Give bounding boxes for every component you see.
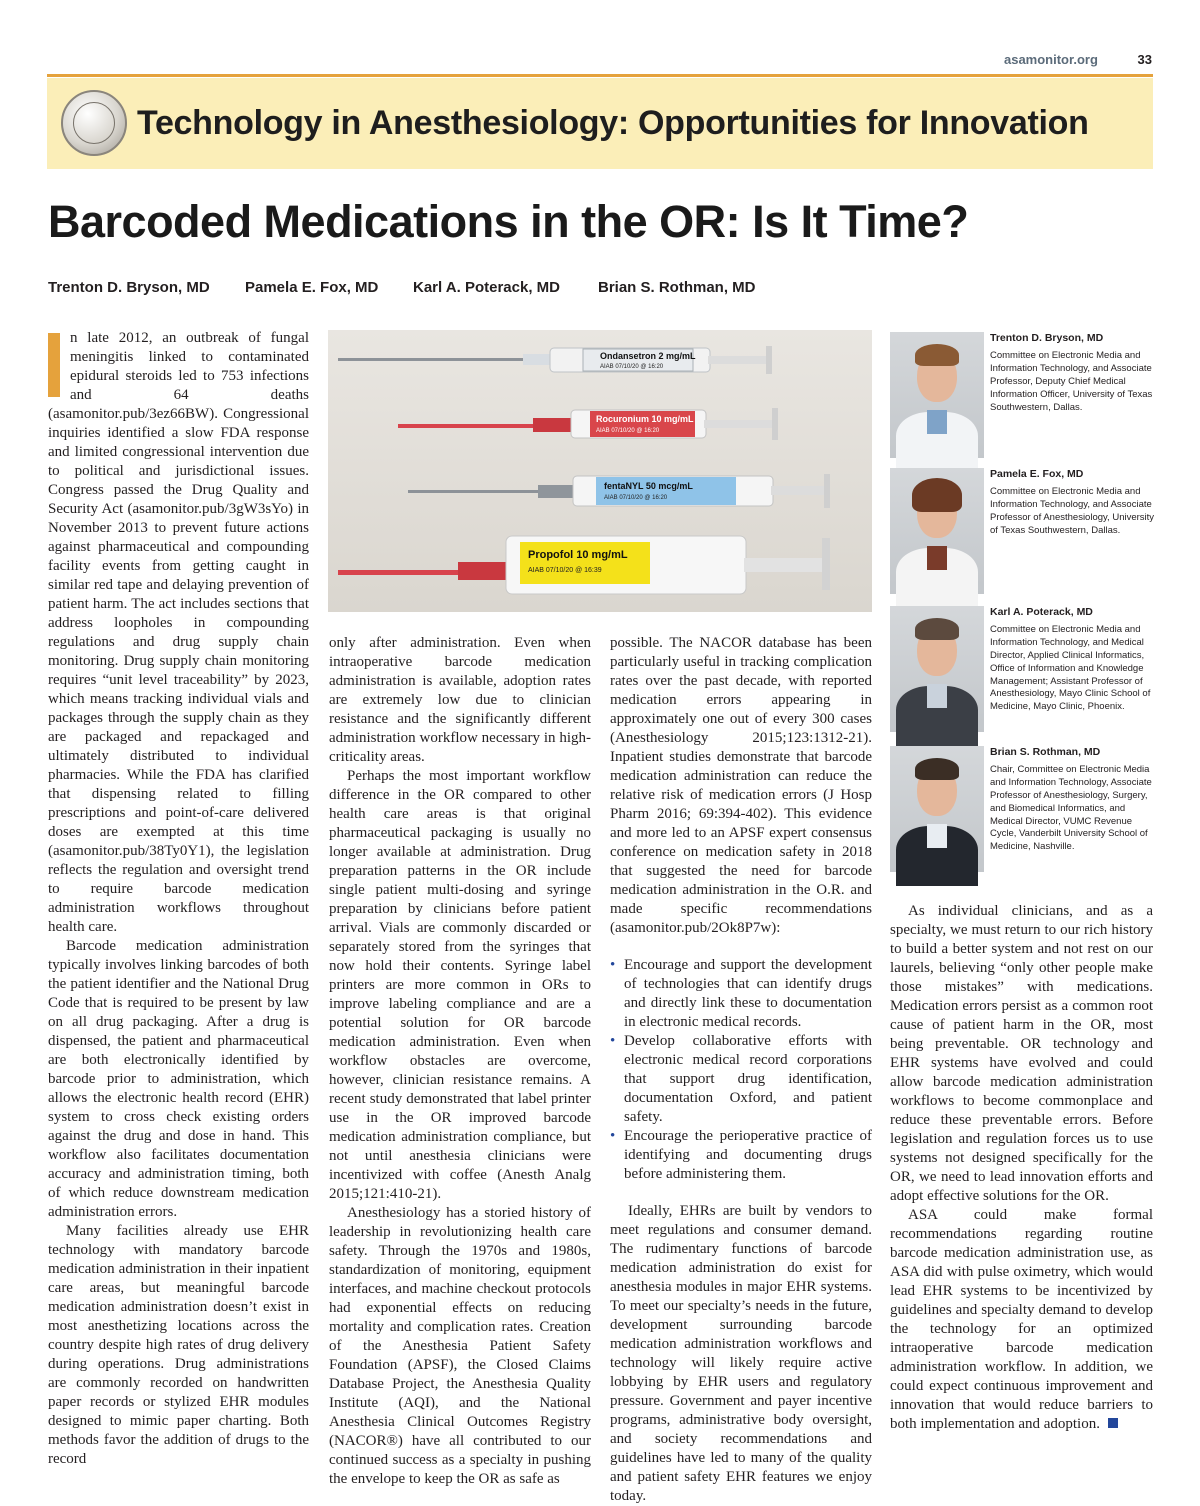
author-photo bbox=[890, 746, 984, 872]
drop-cap bbox=[48, 333, 60, 397]
header-rule bbox=[47, 74, 1153, 77]
author-bio bbox=[990, 468, 1155, 538]
page-number: 33 bbox=[1137, 52, 1152, 67]
bio-name: Karl A. Poterack, MD bbox=[990, 606, 1093, 618]
author-bio bbox=[990, 746, 1155, 854]
syringe-sublabel: AIAB 07/10/20 @ 16:20 bbox=[604, 495, 668, 501]
author-bio bbox=[990, 332, 1155, 414]
bio-name: Pamela E. Fox, MD bbox=[990, 468, 1084, 480]
syringe-label: Propofol 10 mg/mL bbox=[528, 549, 628, 561]
recommendations-list bbox=[610, 956, 872, 1184]
author-name: Trenton D. Bryson, MD bbox=[48, 279, 210, 296]
syringe-sublabel: AIAB 07/10/20 @ 16:20 bbox=[596, 428, 660, 434]
list-item: • Develop collaborative efforts with electronic medical record corporations that support drug identification, documentation Oxford, and patient safety. bbox=[610, 1032, 872, 1127]
list-item: • Encourage the perioperative practice of identifying and documenting drugs before administering them. bbox=[610, 1127, 872, 1184]
section-banner bbox=[47, 78, 1153, 169]
syringe-ondansetron bbox=[338, 346, 772, 374]
paragraph: only after administration. Even when intraoperative barcode medication administration is available, adoption rates are extremely low due to clinician resistance and the significantly different administration workflow necessary in high-criticality areas. bbox=[329, 635, 591, 765]
paragraph: Anesthesiology has a storied history of leadership in revolutionizing health care safety. Through the 1970s and 1980s, standardization of monitoring, equipment interfaces, and machine checkout protocols had exponential effects on reducing mortality and complication rates. Creation of the Anesthesia Patient Safety Foundation (APSF), the Closed Claims Database Project, the Anesthesia Quality Institute (AQI), and the National Anesthesia Clinical Outcomes Registry (NACOR®) have all contributed to our continued success as a specialty in pushing the envelope to keep the OR as safe as bbox=[329, 1205, 591, 1487]
article-column-4 bbox=[890, 902, 1153, 1434]
bio-name: Brian S. Rothman, MD bbox=[990, 746, 1101, 758]
end-mark-icon bbox=[1108, 1418, 1118, 1428]
syringes-illustration bbox=[328, 330, 872, 612]
page-header bbox=[1004, 52, 1152, 67]
paragraph: Perhaps the most important workflow difference in the OR compared to other health care areas is that original pharmaceutical packaging is usually no longer available at administration. Drug preparation patterns in the OR include single patient multi-dosing and syringe preparation by clinicians before patient arrival. Vials are commonly discarded or separately stored from the syringes that now hold their contents. Syringe label printers are more common in ORs to improve labeling compliance and are a potential solution for OR barcode medication administration. Even when workflow obstacles are overcome, however, clinician resistance remains. A recent study demonstrated that label printer use in the OR improved barcode medication administration compliance, but not until anesthesia clinicians were incentivized with coffee (Anesth Analg 2015;121:410-21). bbox=[329, 768, 591, 1202]
syringe-rocuronium bbox=[398, 408, 778, 440]
bio-text: Committee on Electronic Media and Information Technology, and Medical Director, Applied Clinical Informatics, Office of Information and Knowledge Management; Assistant Professor of Anesthesiology, Mayo Clinic School of Medicine, Mayo Clinic, Phoenix. bbox=[990, 623, 1151, 713]
syringe-sublabel: AIAB 07/10/20 @ 16:20 bbox=[600, 364, 664, 370]
article-column-1 bbox=[48, 329, 309, 1469]
syringe-label: Ondansetron 2 mg/mL bbox=[600, 351, 696, 361]
article-headline: Barcoded Medications in the OR: Is It Time? bbox=[48, 196, 969, 247]
syringes-photo bbox=[328, 330, 872, 612]
author-photo bbox=[890, 332, 984, 458]
author-photo bbox=[890, 468, 984, 594]
author-name: Pamela E. Fox, MD bbox=[245, 279, 379, 296]
bio-text: Committee on Electronic Media and Information Technology, and Associate Professor of Anesthesiology, University of Texas Southwestern, Dallas. bbox=[990, 485, 1155, 536]
article-column-3 bbox=[610, 634, 872, 1506]
syringe-sublabel: AIAB 07/10/20 @ 16:39 bbox=[528, 567, 602, 574]
paragraph: As individual clinicians, and as a specialty, we must return to our rich history to build a better system and not rest on our laurels, believing “only other people make those mistakes” with medications. Medication errors persist as a common root cause of patient harm in the OR, most being preventable. OR technology and EHR systems have evolved and could allow barcode medication administration workflows to become commonplace and reduce these preventable errors. Before legislation and regulation forces us to use systems not designed specifically for the OR, we need to lead innovation efforts and adopt effective solutions for the OR. bbox=[890, 903, 1153, 1204]
syringe-fentanyl bbox=[408, 474, 830, 508]
asa-seal-icon bbox=[61, 90, 127, 156]
paragraph bbox=[890, 1206, 1153, 1434]
paragraph: n late 2012, an outbreak of fungal meningitis linked to contaminated epidural steroids led to 753 infections and 64 deaths (asamonitor.pub/3ez66BW). Congressional inquiries identified a slow FDA response and limited congressional intervention due to political and jurisdictional issues. Congress passed the Drug Quality and Security Act (asamonitor.pub/3gW3sYo) in November 2013 to prevent future actions against pharmaceutical and compounding facility events from getting caught in similar red tape and delaying prevention of patient harm. The act includes sections that address loopholes in compounding regulations and drug supply chain monitoring. Drug supply chain monitoring requires “unit level traceability” by 2023, which means tracking individual vials and packages through the supply chain as they are packaged and repackaged and ultimately distributed to individual pharmacies. While the FDA has clarified that dispensing related to filling prescriptions and point-of-care delivered doses are exempted at this time (asamonitor.pub/38Ty0Y1), the legislation reflects the regulation and oversight trend to require barcode medication administration workflows throughout health care. bbox=[48, 330, 309, 935]
bio-name: Trenton D. Bryson, MD bbox=[990, 332, 1104, 344]
syringe-propofol bbox=[338, 536, 830, 594]
author-name: Brian S. Rothman, MD bbox=[598, 279, 756, 296]
author-bio bbox=[990, 606, 1155, 714]
site-url: asamonitor.org bbox=[1003, 52, 1098, 67]
section-title: Technology in Anesthesiology: Opportunities for Innovation bbox=[137, 104, 1089, 142]
syringe-label: Rocuronium 10 mg/mL bbox=[596, 414, 694, 424]
paragraph: possible. The NACOR database has been particularly useful in tracking complication rates over the past decade, with reported medication errors appearing in approximately one out of every 300 cases (Anesthesiology 2015;123:1312-21). Inpatient studies demonstrate that barcode medication administration can reduce the relative risk of medication errors (J Hosp Pharm 2016; 69:394-402). This evidence and more led to an APSF expert consensus conference on medication safety in 2018 that suggested the need for barcode medication administration in the O.R. and made specific recommendations (asamonitor.pub/2Ok8P7w): bbox=[610, 635, 872, 936]
paragraph: Many facilities already use EHR technology with mandatory barcode medication administration in their inpatient care areas, but meaningful barcode medication administration doesn’t exist in most anesthetizing locations across the country despite high rates of drug delivery during operations. Drug administrations are commonly recorded on handwritten paper records or stylized EHR modules designed to mimic paper charting. Both methods favor the addition of drugs to the record bbox=[48, 1223, 309, 1467]
bio-text: Committee on Electronic Media and Information Technology, and Associate Professor, Deputy Chief Medical Information Officer, University of Texas Southwestern, Dallas. bbox=[990, 349, 1153, 413]
syringe-label: fentaNYL 50 mcg/mL bbox=[604, 481, 693, 491]
article-column-2 bbox=[329, 634, 591, 1489]
paragraph: Barcode medication administration typically involves linking barcodes of both the patient identifier and the National Drug Code that is required to be present by law on all drug packaging. After a drug is dispensed, the patient and pharmaceutical are both electronically identified by barcode prior to administration, which allows the electronic health record (EHR) system to cross check existing orders against the drug and dose in hand. This workflow also facilitates documentation accuracy and administration timing, both of which reduce downstream medication administration errors. bbox=[48, 938, 309, 1220]
bio-text: Chair, Committee on Electronic Media and Information Technology, Associate Professor of Anesthesiology, Surgery, and Biomedical Informatics, and Medical Director, VUMC Revenue Cycle, Vanderbilt University School of Medicine, Nashville. bbox=[990, 763, 1152, 853]
paragraph-text: ASA could make formal recommendations regarding routine barcode medication administration use, as ASA did with pulse oximetry, which would lead EHR systems to be incentivized by guidelines and specialty demand to develop the technology for an optimized intraoperative barcode medication administration workflow. In addition, we could expect continuous improvement and innovation that would reduce barriers to both implementation and adoption. bbox=[890, 1207, 1153, 1432]
author-photo bbox=[890, 606, 984, 732]
list-item: • Encourage and support the development of technologies that can identify drugs and directly link these to documentation in electronic medical records. bbox=[610, 956, 872, 1032]
author-name: Karl A. Poterack, MD bbox=[413, 279, 560, 296]
paragraph: Ideally, EHRs are built by vendors to meet regulations and consumer demand. The rudimentary functions of barcode medication administration do exist for anesthesia modules in major EHR systems. To meet our specialty’s needs in the future, development surrounding barcode medication administration workflows and technology will likely require active lobbying by EHR users and regulatory pressure. Government and payer incentive programs, administrative body oversight, and society recommendations and guidelines have led to many of the quality and patient safety EHR features we enjoy today. bbox=[610, 1203, 872, 1504]
